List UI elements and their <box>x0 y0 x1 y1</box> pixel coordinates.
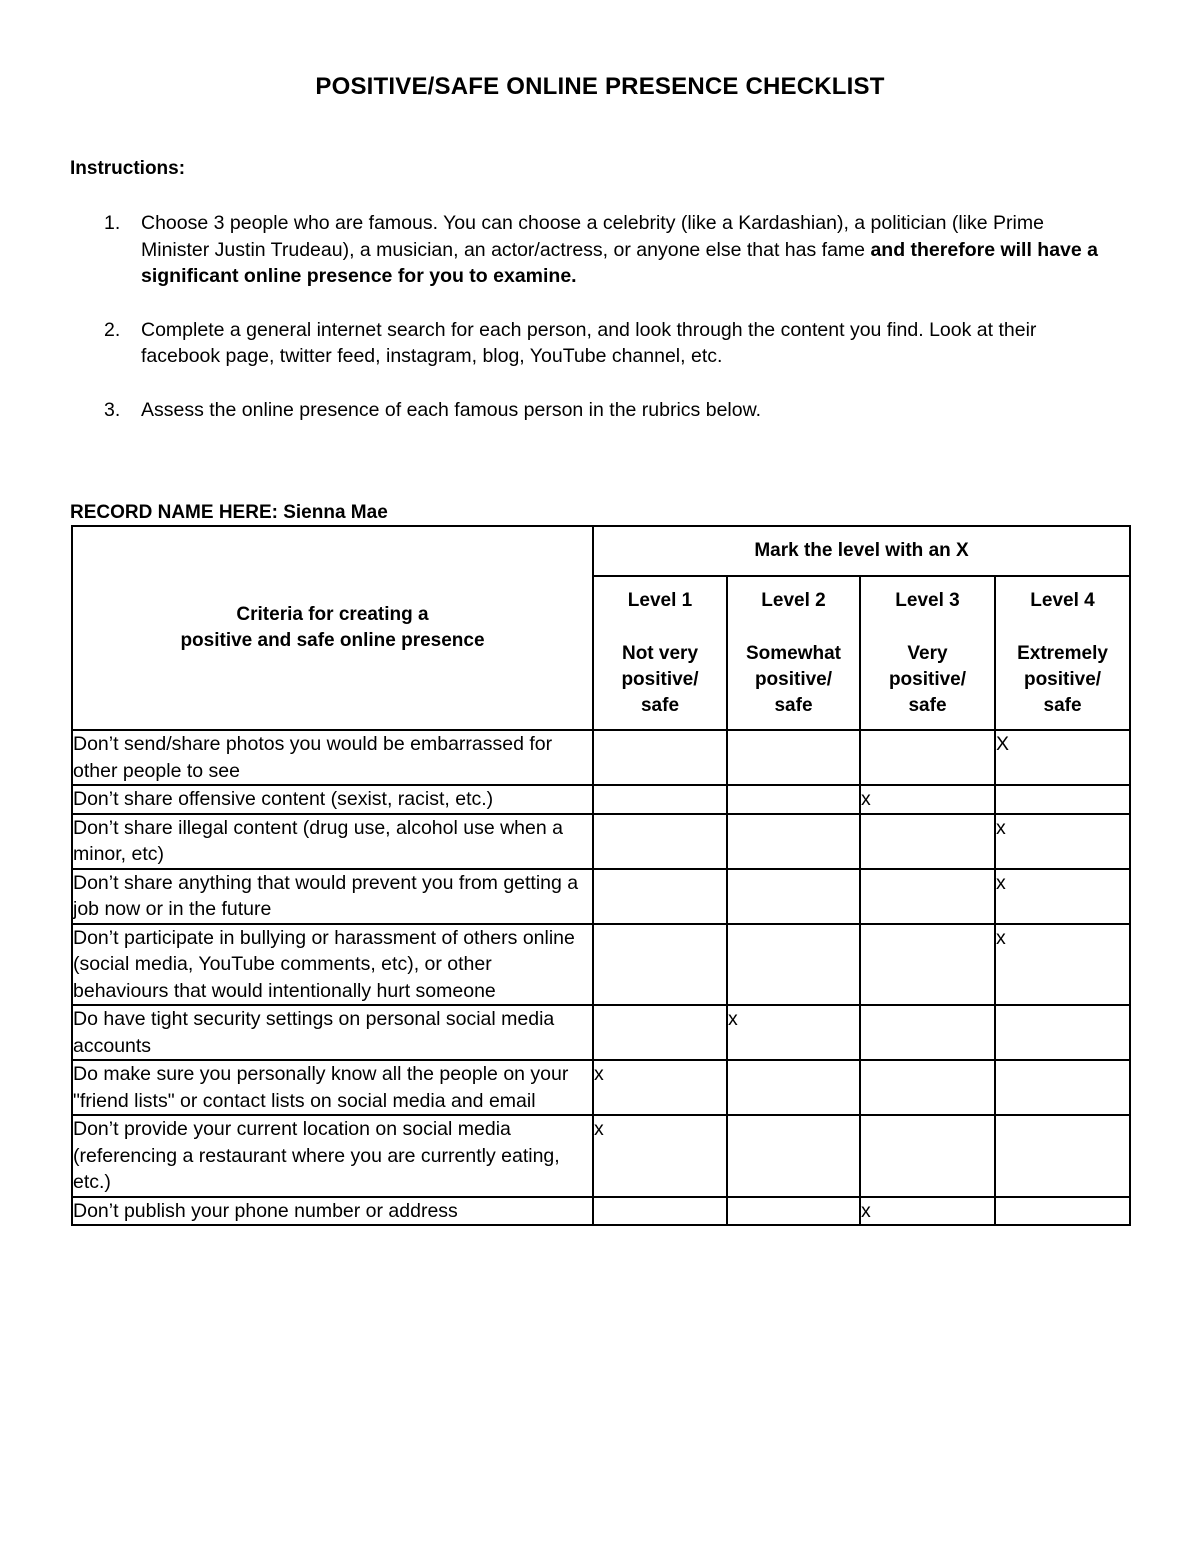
criteria-header-line1: Criteria for creating a <box>236 604 429 625</box>
table-row <box>72 1060 1130 1115</box>
instructions-list <box>70 210 1110 450</box>
instruction-step <box>70 317 1110 370</box>
level-3-mark <box>860 869 995 924</box>
level-name: Level 3 <box>895 589 960 611</box>
step-number: 3. <box>104 398 121 421</box>
record-name-label: RECORD NAME HERE: Sienna Mae <box>70 502 388 523</box>
level-1-mark <box>593 1005 727 1060</box>
step-text: Assess the online presence of each famous person in the rubrics below. <box>141 398 762 421</box>
criterion-cell: Don’t share illegal content (drug use, alcohol use when a minor, etc) <box>72 814 593 869</box>
criterion-cell: Don’t provide your current location on social media (referencing a restaurant where you are currently eating, etc.) <box>72 1115 593 1197</box>
level-1-mark <box>593 785 727 814</box>
page-title: POSITIVE/SAFE ONLINE PRESENCE CHECKLIST <box>315 73 885 100</box>
level-2-header <box>727 576 860 730</box>
level-4-mark: x <box>995 869 1130 924</box>
instruction-step <box>70 210 1110 290</box>
level-3-header <box>860 576 995 730</box>
level-1-mark <box>593 730 727 785</box>
table-row <box>72 924 1130 1006</box>
level-1-mark <box>593 869 727 924</box>
level-name: Level 2 <box>761 589 826 611</box>
level-4-mark: X <box>995 730 1130 785</box>
level-1-header <box>593 576 727 730</box>
criterion-cell: Don’t participate in bullying or harassment of others online (social media, YouTube comments, etc), or other behaviours that would intentionally hurt someone <box>72 924 593 1006</box>
instruction-step <box>70 397 1110 424</box>
level-desc: positive/ <box>621 668 699 690</box>
level-3-mark <box>860 730 995 785</box>
level-desc: positive/ <box>754 668 833 690</box>
rubric-table <box>71 525 1131 1226</box>
level-1-mark <box>593 924 727 1006</box>
level-1-mark: x <box>593 1115 727 1197</box>
level-2-mark <box>727 814 860 869</box>
level-2-mark <box>727 1115 860 1197</box>
level-4-mark <box>995 1060 1130 1115</box>
level-3-mark <box>860 1060 995 1115</box>
step-number: 2. <box>104 318 121 341</box>
table-row <box>72 869 1130 924</box>
level-desc: positive/ <box>888 668 967 690</box>
table-row <box>72 785 1130 814</box>
criteria-header-line2: positive and safe online presence <box>180 630 485 651</box>
level-4-header <box>995 576 1130 730</box>
level-2-mark: x <box>727 1005 860 1060</box>
level-desc: Extremely <box>1017 642 1108 664</box>
level-desc: safe <box>908 694 947 716</box>
level-4-mark <box>995 1115 1130 1197</box>
criterion-cell: Do make sure you personally know all the people on your "friend lists" or contact lists on social media and email <box>72 1060 593 1115</box>
level-3-mark <box>860 1115 995 1197</box>
step-text: Complete a general internet search for each person, and look through the content you find. Look at their facebook page, twitter feed, instagram, blog, YouTube channel, etc. <box>141 318 1037 367</box>
table-row <box>72 1005 1130 1060</box>
level-3-mark <box>860 1005 995 1060</box>
table-row <box>72 814 1130 869</box>
mark-level-header: Mark the level with an X <box>593 526 1130 576</box>
criterion-cell: Don’t send/share photos you would be embarrassed for other people to see <box>72 730 593 785</box>
level-desc: positive/ <box>1023 668 1102 690</box>
level-2-mark <box>727 869 860 924</box>
level-name: Level 1 <box>627 589 693 611</box>
level-4-mark: x <box>995 814 1130 869</box>
level-desc: Not very <box>621 642 699 664</box>
level-3-mark <box>860 924 995 1006</box>
level-2-mark <box>727 785 860 814</box>
level-4-mark <box>995 1197 1130 1226</box>
criteria-header <box>72 526 593 730</box>
level-desc: safe <box>1043 694 1082 716</box>
level-4-mark <box>995 1005 1130 1060</box>
table-row <box>72 1115 1130 1197</box>
level-3-mark <box>860 814 995 869</box>
level-desc: Very <box>907 642 948 664</box>
level-1-mark <box>593 814 727 869</box>
level-desc: Somewhat <box>745 642 842 664</box>
level-4-mark: x <box>995 924 1130 1006</box>
level-3-mark: x <box>860 1197 995 1226</box>
instructions-heading: Instructions: <box>70 158 186 179</box>
criterion-cell: Do have tight security settings on personal social media accounts <box>72 1005 593 1060</box>
level-2-mark <box>727 1197 860 1226</box>
level-name: Level 4 <box>1030 589 1095 611</box>
criterion-cell: Don’t share offensive content (sexist, racist, etc.) <box>72 785 593 814</box>
level-1-mark <box>593 1197 727 1226</box>
table-row <box>72 1197 1130 1226</box>
step-number: 1. <box>104 212 121 234</box>
step-text: Choose 3 people who are famous. You can choose a celebrity (like a Kardashian), a politician (like Prime Minister Justin Trudeau), a musician, an actor/actress, or anyone else that has fame <box>141 212 1044 261</box>
level-2-mark <box>727 1060 860 1115</box>
level-1-mark: x <box>593 1060 727 1115</box>
level-3-mark: x <box>860 785 995 814</box>
level-4-mark <box>995 785 1130 814</box>
level-desc: safe <box>640 694 680 716</box>
table-row <box>72 730 1130 785</box>
criterion-cell: Don’t publish your phone number or address <box>72 1197 593 1226</box>
level-2-mark <box>727 924 860 1006</box>
step-bold-text: and therefore will have a significant online presence for you to examine. <box>141 238 1099 287</box>
level-2-mark <box>727 730 860 785</box>
criterion-cell: Don’t share anything that would prevent you from getting a job now or in the future <box>72 869 593 924</box>
level-desc: safe <box>774 694 813 716</box>
